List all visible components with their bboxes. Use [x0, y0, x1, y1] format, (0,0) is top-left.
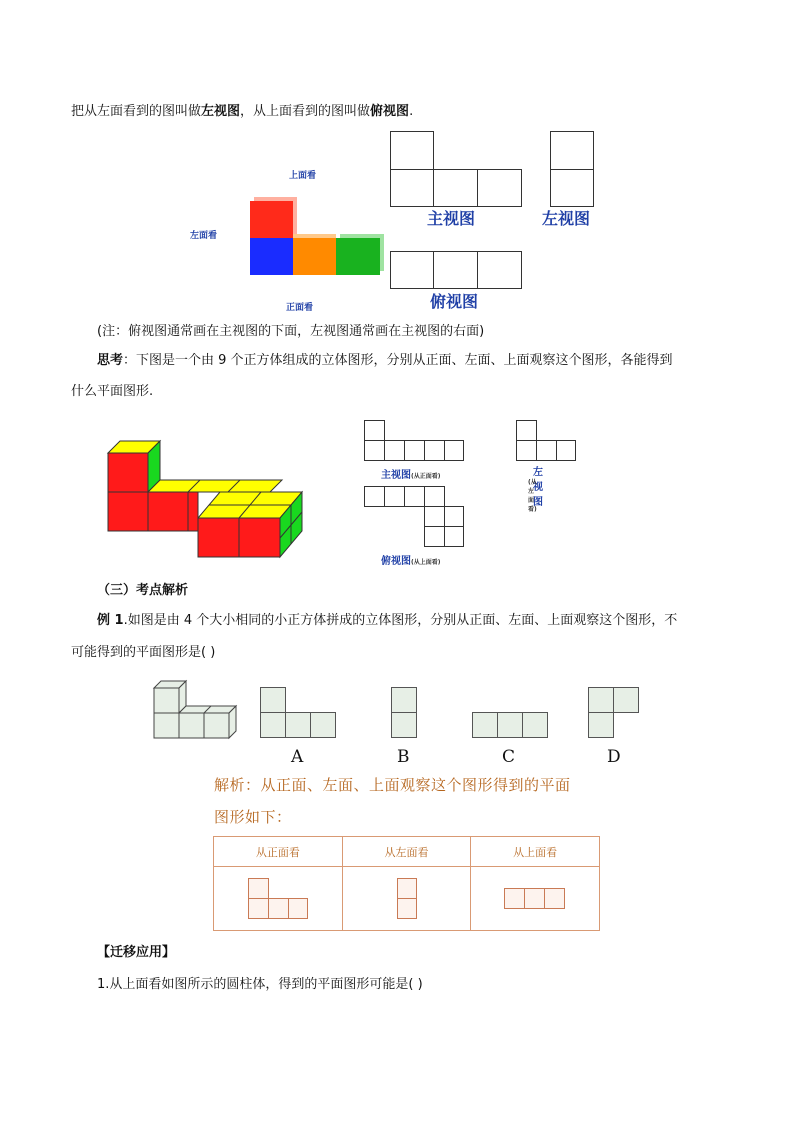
- option-a-square: [260, 712, 286, 738]
- option-d-label: D: [607, 747, 621, 767]
- analysis-left-square: [397, 898, 417, 919]
- analysis-left-square: [397, 878, 417, 899]
- think-line-2: 什么平面图形.: [71, 384, 154, 399]
- fig2-front-sub: (从正面看): [411, 473, 441, 480]
- option-c-square: [522, 712, 548, 738]
- analysis-front-square: [288, 898, 308, 919]
- left-view-label: 左视图: [542, 209, 591, 228]
- figure-1: [0, 0, 793, 320]
- label-top-view-direction: 上面看: [289, 171, 317, 181]
- fig2-front-square: [424, 440, 445, 461]
- option-a-label: A: [291, 747, 304, 767]
- fig2-top-square: [424, 526, 445, 547]
- top-view-label: 俯视图: [430, 292, 479, 311]
- fig2-top-label: [381, 549, 441, 568]
- fig2-front-square: [364, 420, 385, 441]
- think-text: ：下图是一个由 9 个正方体组成的立体图形，分别从正面、左面、上面观察这个图形，各能得到: [123, 353, 673, 368]
- fig2-top-square: [444, 526, 464, 547]
- analysis-top-square: [524, 888, 545, 909]
- four-cube-solid-drawing: [152, 678, 244, 740]
- cube-red: [250, 201, 293, 238]
- analysis-line-1: 解析：从正面、左面、上面观察这个图形得到的平面: [214, 776, 571, 794]
- front-view-label: 主视图: [427, 209, 476, 228]
- fig2-left-square: [516, 420, 537, 441]
- example-line-2: 可能得到的平面图形是( ): [71, 645, 216, 660]
- transfer-question-1: 1.从上面看如图所示的圆柱体，得到的平面图形可能是( ): [97, 977, 423, 992]
- intro-part3: .: [409, 104, 414, 119]
- fig2-left-square: [516, 440, 537, 461]
- fig2-top-square: [424, 506, 445, 527]
- option-d-square: [613, 687, 639, 713]
- option-b-square: [391, 687, 417, 713]
- top-view-term: 俯视图: [370, 104, 410, 119]
- left-view-square: [550, 169, 594, 207]
- option-d-square: [588, 712, 614, 738]
- header-top: 从上面看: [471, 837, 600, 867]
- option-a-square: [260, 687, 286, 713]
- option-b-square: [391, 712, 417, 738]
- fig2-top-square: [444, 506, 464, 527]
- example-line-1: [97, 611, 677, 631]
- front-view-square: [477, 169, 522, 207]
- option-a-square: [310, 712, 336, 738]
- fig2-left-main: 左视图: [533, 467, 543, 508]
- top-view-square: [390, 251, 434, 289]
- option-d-square: [588, 687, 614, 713]
- label-front-view-direction: 正面看: [286, 303, 314, 313]
- analysis-front-square: [248, 878, 269, 899]
- analysis-top-square: [544, 888, 565, 909]
- analysis-top-square: [504, 888, 525, 909]
- fig2-front-square: [444, 440, 464, 461]
- fig2-front-square: [384, 440, 405, 461]
- fig2-top-square: [364, 486, 385, 507]
- figure-2-solid: [100, 435, 310, 560]
- fig2-front-square: [404, 440, 425, 461]
- option-a-square: [285, 712, 311, 738]
- cube-orange: [293, 238, 336, 275]
- think-label: 思考: [97, 353, 124, 368]
- left-view-square: [550, 131, 594, 170]
- left-view-term: 左视图: [201, 104, 241, 119]
- header-left: 从左面看: [342, 837, 471, 867]
- note: (注：俯视图通常画在主视图的下面，左视图通常画在主视图的右面): [97, 324, 485, 339]
- nine-cube-solid-drawing: [100, 435, 310, 560]
- option-c-square: [472, 712, 498, 738]
- example-label: 例 1: [97, 613, 124, 628]
- cube-blue: [250, 238, 293, 275]
- front-view-square: [390, 131, 434, 170]
- section-title: （三）考点解析: [97, 583, 189, 598]
- fig2-front-square: [364, 440, 385, 461]
- intro-part2: ，从上面看到的图叫做: [240, 104, 371, 119]
- example-solid: [152, 678, 244, 740]
- transfer-title: 【迁移应用】: [97, 945, 176, 960]
- analysis-front-square: [268, 898, 289, 919]
- fig2-front-label: [381, 463, 441, 482]
- think-line-1: [97, 351, 673, 371]
- fig2-left-square: [536, 440, 557, 461]
- fig2-top-sub: (从上面看): [411, 559, 441, 566]
- fig2-top-square: [384, 486, 405, 507]
- intro-part1: 把从左面看到的图叫做: [71, 104, 202, 119]
- option-c-square: [497, 712, 523, 738]
- option-b-label: B: [397, 747, 410, 767]
- top-view-square: [433, 251, 478, 289]
- fig2-left-square: [556, 440, 576, 461]
- option-c-label: C: [502, 747, 516, 767]
- fig2-top-main: 俯视图: [381, 556, 411, 567]
- front-view-square: [390, 169, 434, 207]
- cube-green: [336, 238, 380, 275]
- front-view-square: [433, 169, 478, 207]
- fig2-top-square: [404, 486, 425, 507]
- fig2-top-square: [424, 486, 445, 507]
- example-text: .如图是由 4 个大小相同的小正方体拼成的立体图形，分别从正面、左面、上面观察这个图形，不: [123, 613, 678, 628]
- header-front: 从正面看: [214, 837, 343, 867]
- fig2-front-main: 主视图: [381, 470, 411, 481]
- label-left-view-direction: 左面看: [190, 231, 218, 241]
- analysis-line-2: 图形如下：: [214, 808, 292, 826]
- fig2-left-sub: (从左面看): [528, 479, 537, 513]
- top-view-square: [477, 251, 522, 289]
- analysis-front-square: [248, 898, 269, 919]
